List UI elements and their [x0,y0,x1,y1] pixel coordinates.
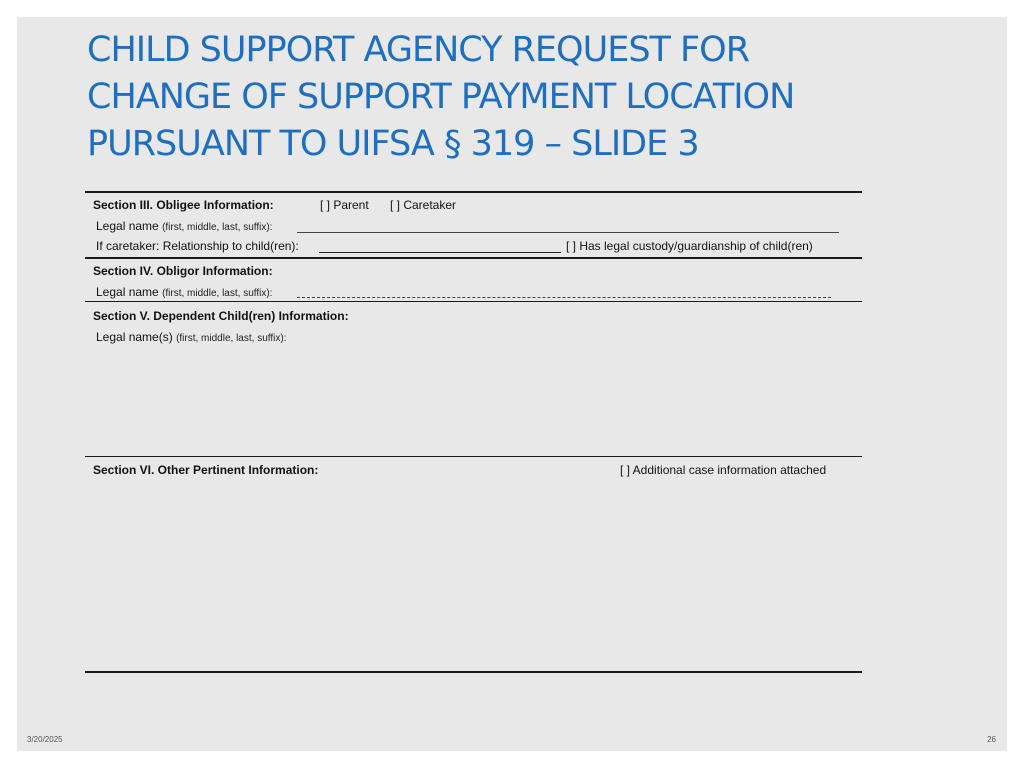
obligor-legal-name-label: Legal name [96,285,159,299]
additional-info-option[interactable]: [ ] Additional case information attached [620,463,827,477]
option-parent[interactable]: [ ] Parent [320,198,369,212]
children-legal-names-label: Legal name(s) [96,330,173,344]
slide-date: 3/20/2025 [27,735,63,744]
title-line-3: PURSUANT TO UIFSA § 319 – SLIDE 3 [87,124,699,164]
obligee-legal-name-field[interactable] [297,232,839,233]
section-3-heading: Section III. Obligee Information: [93,198,274,212]
children-legal-names-hint: (first, middle, last, suffix): [176,333,287,344]
obligor-legal-name-hint: (first, middle, last, suffix): [162,288,273,299]
form-excerpt [85,189,862,674]
obligee-legal-name-hint: (first, middle, last, suffix): [162,222,273,233]
caretaker-relationship-field[interactable] [319,252,561,253]
obligor-legal-name-row [96,285,272,299]
section-4-bottom-rule [85,301,862,302]
title-line-1: CHILD SUPPORT AGENCY REQUEST FOR [87,30,750,70]
children-legal-names-row [96,330,286,344]
other-info-area[interactable] [93,484,853,664]
section-5-bottom-rule [85,456,862,457]
form-bottom-rule [85,671,862,673]
obligee-legal-name-row [96,219,272,233]
custody-option[interactable]: [ ] Has legal custody/guardianship of child(ren) [566,239,813,253]
option-caretaker[interactable]: [ ] Caretaker [390,198,457,212]
section-3-bottom-rule [85,257,862,259]
section-4-heading: Section IV. Obligor Information: [93,264,273,278]
section-6-heading: Section VI. Other Pertinent Information: [93,463,319,477]
slide-number: 26 [987,735,996,744]
slide-title [87,27,947,168]
children-legal-names-area[interactable] [93,349,853,449]
section-5-heading: Section V. Dependent Child(ren) Information: [93,309,349,323]
form-top-rule [85,191,862,193]
obligor-legal-name-field[interactable] [297,297,831,298]
caretaker-relationship-label: If caretaker: Relationship to child(ren): [96,239,299,253]
title-line-2: CHANGE OF SUPPORT PAYMENT LOCATION [87,77,795,117]
obligee-legal-name-label: Legal name [96,219,159,233]
